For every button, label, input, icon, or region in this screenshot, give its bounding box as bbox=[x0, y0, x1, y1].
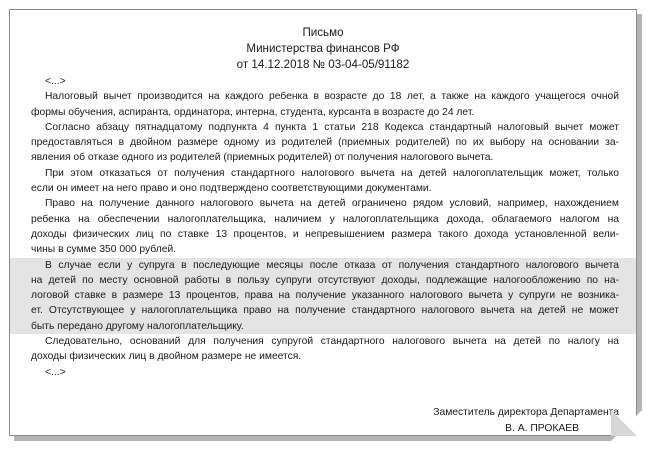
paragraph-line: быть передано другому налогоплательщику. bbox=[31, 320, 244, 332]
signatory-name: В. А. ПРОКАЕВ bbox=[505, 423, 579, 434]
paragraph-line: явления об отказе одного из родителей (приемных родителей) от получения налогового вычета. bbox=[31, 152, 494, 164]
paragraph-line: доходы физических лиц по ставке 13 процентов, и непревышением размера такого дохода установленной вели- bbox=[31, 228, 619, 240]
paragraphs bbox=[31, 89, 619, 364]
paragraph bbox=[31, 89, 619, 120]
paragraph bbox=[31, 196, 619, 257]
paragraph-line: Право на получение данного налогового вычета на детей ограничено рядом условий, например, нахождением bbox=[45, 198, 619, 210]
paragraph-line: предоставляться в двойном размере одному из родителей (приемных родителей) по их выбору на основании за- bbox=[31, 137, 619, 149]
paragraph-line: ет. Отсутствующее у налогоплательщика право на получение стандартного налогового вычета на детей не может bbox=[31, 305, 619, 317]
paragraph-line: Согласно абзацу пятнадцатому подпункта 4 пункта 1 статьи 218 Кодекса стандартный налоговый вычет может bbox=[45, 121, 619, 133]
letter-reference: от 14.12.2018 № 03-04-05/91182 bbox=[236, 58, 410, 71]
page-fold bbox=[611, 410, 637, 436]
ellipsis-bottom: <...> bbox=[45, 366, 66, 378]
letter-body bbox=[31, 74, 619, 380]
paragraph-line: доходы физических лиц в двойном размере не имеется. bbox=[31, 351, 302, 363]
paragraph-line: логовой ставке в размере 13 процентов, права на получение указанного налогового вычета у супруги не возника- bbox=[31, 290, 619, 302]
paragraph-line: Налоговый вычет производится на каждого ребенка в возрасте до 18 лет, а также на каждого учащегося очной bbox=[45, 91, 619, 103]
paragraph bbox=[31, 334, 619, 365]
letter-header bbox=[10, 25, 636, 73]
letter-title: Письмо bbox=[302, 26, 344, 39]
signatory-position: Заместитель директора Департамента bbox=[433, 407, 619, 418]
paragraph-line: если он имеет на него право и оно подтверждено соответствующими документами. bbox=[31, 183, 432, 195]
paragraph-line: на детей по месту основной работы в пользу супруги отсутствуют доходы, подлежащие налогообложению по на- bbox=[31, 274, 619, 286]
paragraph-line: Следовательно, оснований для получения супругой стандартного налогового вычета на детей по налогу на bbox=[45, 336, 619, 348]
letter-issuer: Министерства финансов РФ bbox=[246, 42, 400, 55]
paragraph-line: чины в сумме 350 000 рублей. bbox=[31, 244, 177, 256]
paragraph-line: ребенка на обеспечении налогоплательщика, наличием у налогоплательщика дохода, облагаемого налогом на bbox=[31, 213, 619, 225]
highlighted-paragraph bbox=[10, 258, 636, 334]
paragraph-line: формы обучения, аспиранта, ординатора, интерна, студента, курсанта в возрасте до 24 лет. bbox=[31, 106, 475, 118]
paragraph bbox=[31, 166, 619, 197]
paragraph-line: В случае если у супруга в последующие месяцы после отказа от получения стандартного налогового вычета bbox=[45, 259, 619, 271]
ellipsis-top: <...> bbox=[45, 76, 66, 87]
paragraph-line: При этом отказаться от получения стандартного налогового вычета на детей налогоплательщик может, только bbox=[45, 167, 619, 179]
letter-document bbox=[9, 9, 637, 436]
paragraph bbox=[31, 120, 619, 166]
signature-block bbox=[10, 405, 619, 437]
